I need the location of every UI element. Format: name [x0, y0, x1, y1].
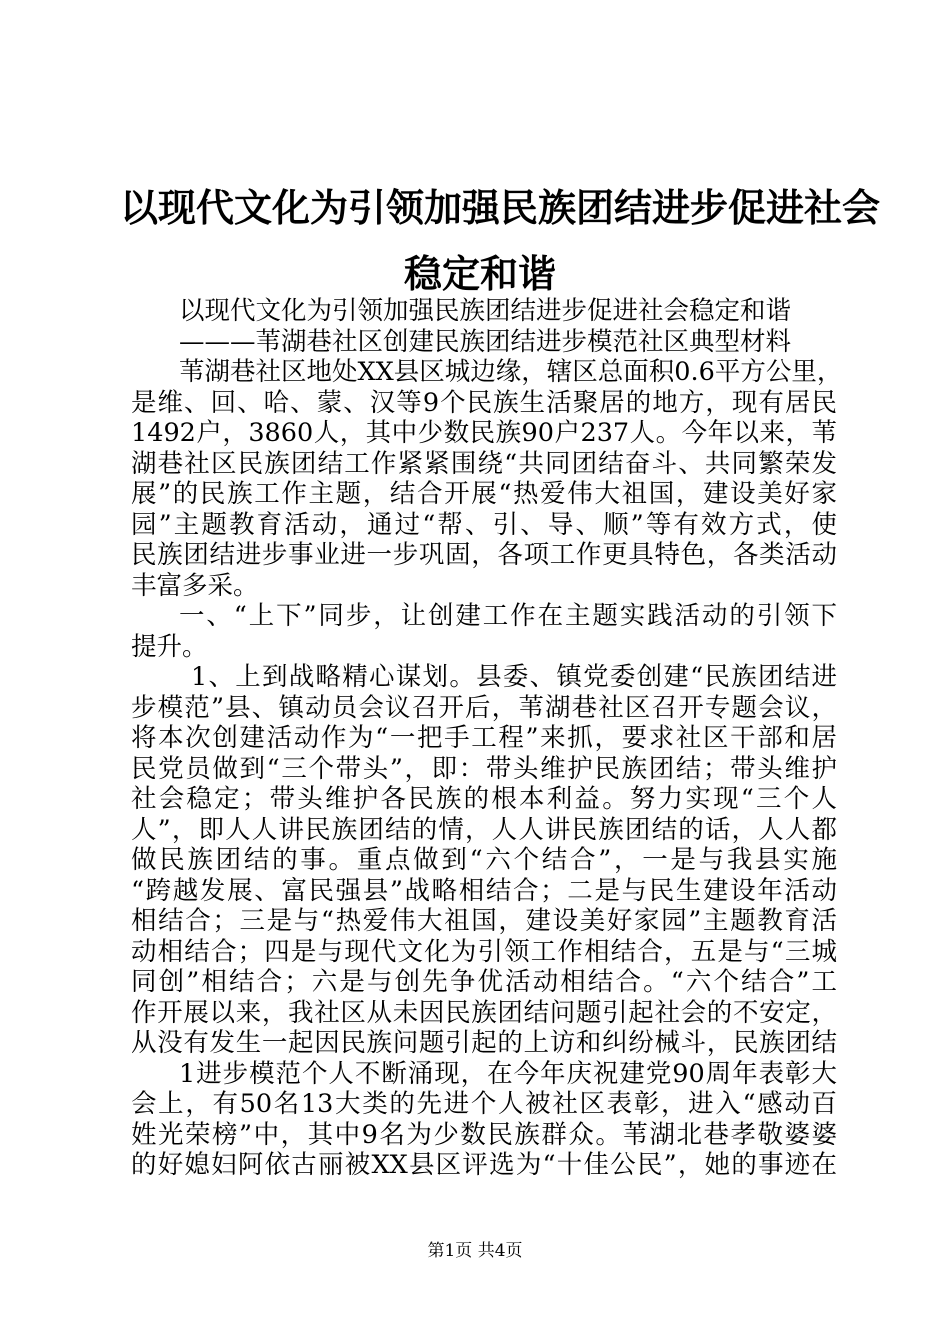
paragraph-line: 作开展以来，我社区从未因民族团结问题引起社会的不安定， [131, 997, 837, 1028]
paragraph-line: 民党员做到“三个带头”，即：带头维护民族团结；带头维护 [131, 753, 837, 784]
paragraph-line: 苇湖巷社区地处XX县区城边缘，辖区总面积0.6平方公里， [179, 357, 843, 387]
paragraph-line: 从没有发生一起因民族问题引起的上访和纠纷械斗，民族团结 [131, 1028, 837, 1058]
paragraph-line: 1492户，3860人，其中少数民族90户237人。今年以来，苇 [131, 418, 837, 448]
section-heading-line: 一、“上下”同步，让创建工作在主题实践活动的引领下 [179, 601, 837, 631]
paragraph-line: 1进步模范个人不断涌现，在今年庆祝建党90周年表彰大 [179, 1058, 837, 1089]
paragraph-line: 是维、回、哈、蒙、汉等9个民族生活聚居的地方，现有居民 [131, 387, 837, 418]
paragraph-line: 姓光荣榜”中，其中9名为少数民族群众。苇湖北巷孝敬婆婆 [131, 1119, 837, 1150]
document-title-line-1: 以现代文化为引领加强民族团结进步促进社会 [120, 186, 881, 230]
paragraph-line: 湖巷社区民族团结工作紧紧围绕“共同团结奋斗、共同繁荣发 [131, 448, 837, 479]
paragraph-line: 民族团结进步事业进一步巩固，各项工作更具特色，各类活动 [131, 540, 837, 570]
paragraph-line: 社会稳定；带头维护各民族的根本利益。努力实现“三个人 [131, 784, 837, 814]
paragraph-line: 做民族团结的事。重点做到“六个结合”，一是与我县实施 [131, 845, 837, 875]
section-heading-line: 提升。 [131, 631, 208, 662]
document-body [131, 296, 843, 1181]
page-number-footer: 第1页 共4页 [427, 1241, 523, 1261]
paragraph-line: 会上，有50名13大类的先进个人被社区表彰，进入“感动百 [131, 1089, 837, 1119]
document-title-line-2: 稳定和谐 [403, 252, 556, 296]
paragraph-line: 步模范”县、镇动员会议召开后，苇湖巷社区召开专题会议， [131, 692, 837, 723]
paragraph-line: “跨越发展、富民强县”战略相结合；二是与民生建设年活动 [131, 875, 837, 906]
paragraph-line: 1、上到战略精心谋划。县委、镇党委创建“民族团结进 [191, 662, 837, 692]
paragraph-line: 园”主题教育活动，通过“帮、引、导、顺”等有效方式，使 [131, 509, 837, 540]
paragraph-line: 同创”相结合；六是与创先争优活动相结合。“六个结合”工 [131, 967, 837, 997]
paragraph-line: 动相结合；四是与现代文化为引领工作相结合，五是与“三城 [131, 936, 837, 967]
paragraph-line: 人”，即人人讲民族团结的情，人人讲民族团结的话，人人都 [131, 814, 837, 845]
paragraph-line: 展”的民族工作主题，结合开展“热爱伟大祖国，建设美好家 [131, 479, 837, 509]
paragraph-line: 相结合；三是与“热爱伟大祖国，建设美好家园”主题教育活 [131, 906, 837, 936]
subtitle-source-line: ———苇湖巷社区创建民族团结进步模范社区典型材料 [179, 326, 792, 357]
paragraph-line: 将本次创建活动作为“一把手工程”来抓，要求社区干部和居 [131, 723, 837, 753]
paragraph-line: 的好媳妇阿依古丽被XX县区评选为“十佳公民”，她的事迹在 [131, 1150, 837, 1180]
subtitle-line: 以现代文化为引领加强民族团结进步促进社会稳定和谐 [179, 296, 792, 326]
paragraph-line: 丰富多采。 [131, 570, 259, 601]
